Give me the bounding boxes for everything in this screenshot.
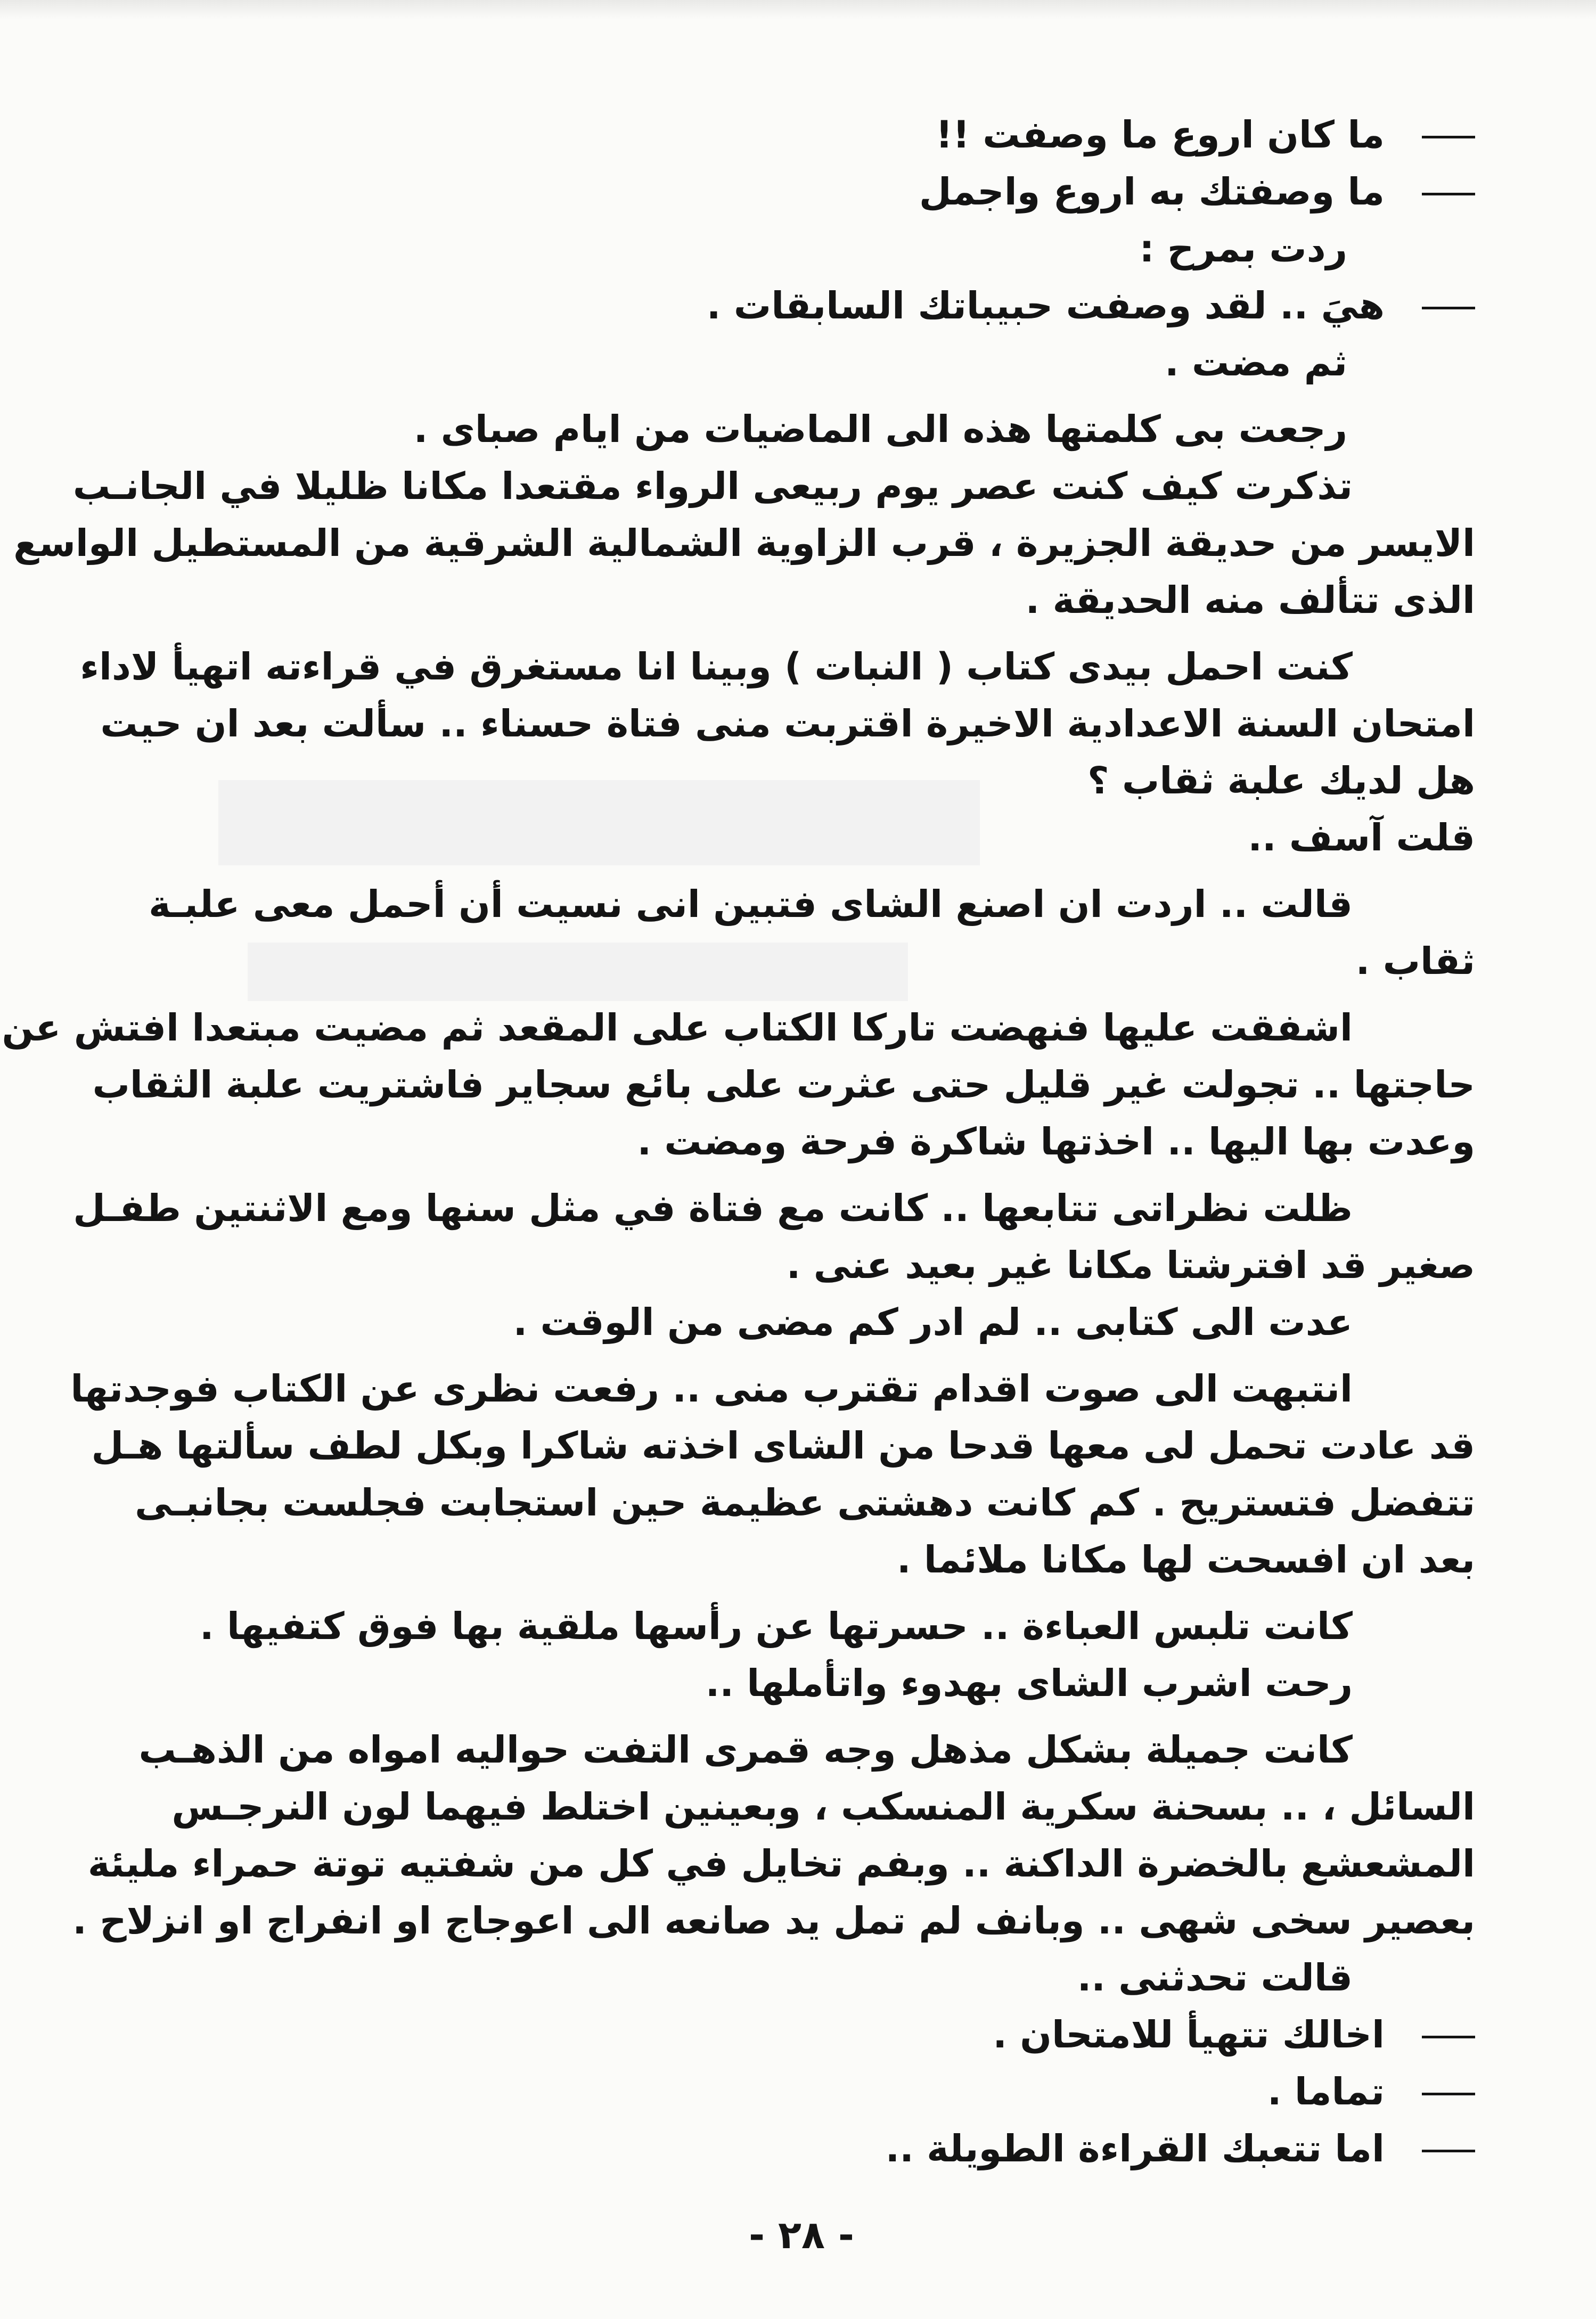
dialogue-dash bbox=[1422, 193, 1475, 195]
line-text: بعصير سخى شهى .. وبانف لم تمل يد صانعه الى اعوجاج او انفراج او انزلاح . bbox=[72, 1899, 1475, 1943]
line-text: رحت اشرب الشاى بهدوء واتأملها .. bbox=[705, 1661, 1353, 1705]
line-text: وعدت بها اليها .. اخذتها شاكرة فرحة ومضت . bbox=[637, 1120, 1475, 1163]
text-line bbox=[144, 277, 1475, 334]
text-line bbox=[144, 752, 1475, 809]
text-line bbox=[144, 933, 1475, 990]
text-line bbox=[144, 220, 1475, 277]
line-text: السائل ، .. بسحنة سكرية المنسكب ، وبعينين اختلط فيهما لون النرجـس bbox=[171, 1785, 1475, 1829]
text-line bbox=[73, 1180, 1475, 1237]
dialogue-dash bbox=[1422, 307, 1475, 309]
text-line bbox=[70, 1361, 1475, 1417]
line-text: عدت الى كتابى .. لم ادر كم مضى من الوقت . bbox=[513, 1300, 1353, 1344]
line-text: الايسر من حديقة الجزيرة ، قرب الزاوية الشمالية الشرقية من المستطيل الواسع bbox=[13, 521, 1475, 565]
page-top-edge bbox=[0, 0, 1596, 19]
text-line bbox=[144, 334, 1475, 391]
text-line bbox=[144, 1598, 1475, 1655]
text-line bbox=[72, 458, 1475, 515]
text-line bbox=[13, 515, 1475, 572]
line-text: صغير قد افترشتا مكانا غير بعيد عنى . bbox=[786, 1243, 1475, 1287]
page-text bbox=[2, 106, 1475, 2177]
text-line bbox=[144, 1113, 1475, 1170]
page-number: - ٢٨ - bbox=[749, 2213, 854, 2257]
text-line bbox=[138, 1722, 1475, 1779]
text-line bbox=[144, 1294, 1475, 1351]
dialogue-dash bbox=[1422, 136, 1475, 138]
line-text: قالت تحدثنى .. bbox=[1077, 1956, 1353, 2000]
text-line bbox=[87, 1835, 1475, 1892]
dialogue-dash bbox=[1422, 2036, 1475, 2038]
text-line bbox=[144, 106, 1475, 163]
text-line bbox=[135, 1474, 1475, 1531]
line-text: هل لديك علبة ثقاب ؟ bbox=[1087, 759, 1475, 802]
text-line bbox=[144, 163, 1475, 220]
line-text: اخالك تتهيأ للامتحان . bbox=[993, 2013, 1385, 2056]
line-text: ثم مضت . bbox=[1165, 341, 1347, 384]
line-text: امتحان السنة الاعدادية الاخيرة اقتربت منى فتاة حسناء .. سألت بعد ان حيت bbox=[100, 702, 1475, 745]
text-line bbox=[144, 2006, 1475, 2063]
line-text: قالت .. اردت ان اصنع الشاى فتبين انى نسيت أن أحمل معى علبـة bbox=[149, 882, 1353, 926]
line-text: قد عادت تحمل لى معها قدحا من الشاى اخذته شاكرا وبكل لطف سألتها هـل bbox=[91, 1424, 1475, 1468]
line-text: كانت جميلة بشكل مذهل وجه قمرى التفت حواليه امواه من الذهـب bbox=[138, 1728, 1353, 1772]
line-text: تذكرت كيف كنت عصر يوم ربيعى الرواء مقتعدا مكانا ظليلا في الجانـب bbox=[72, 464, 1353, 508]
text-line bbox=[2, 999, 1475, 1056]
text-line bbox=[144, 1531, 1475, 1588]
line-text: هيَ .. لقد وصفت حبيباتك السابقات . bbox=[706, 284, 1385, 327]
dialogue-dash bbox=[1422, 2150, 1475, 2152]
text-line bbox=[144, 1655, 1475, 1712]
line-text: ردت بمرح : bbox=[1139, 227, 1347, 271]
text-line bbox=[144, 876, 1475, 933]
text-line bbox=[144, 1237, 1475, 1294]
text-line bbox=[144, 572, 1475, 629]
line-text: كنت احمل بيدى كتاب ( النبات ) وبينا انا مستغرق في قراءته اتهيأ لاداء bbox=[80, 645, 1353, 689]
line-text: المشعشع بالخضرة الداكنة .. وبفم تخايل في كل من شفتيه توتة حمراء مليئة bbox=[87, 1842, 1475, 1886]
text-line bbox=[144, 2063, 1475, 2120]
line-text: كانت تلبس العباءة .. حسرتها عن رأسها ملقية بها فوق كتفيها . bbox=[200, 1604, 1353, 1648]
line-text: انتبهت الى صوت اقدام تقترب منى .. رفعت نظرى عن الكتاب فوجدتها bbox=[70, 1367, 1353, 1411]
text-line bbox=[92, 1056, 1475, 1113]
text-line bbox=[72, 1892, 1475, 1949]
line-text: بعد ان افسحت لها مكانا ملائما . bbox=[896, 1538, 1475, 1581]
line-text: ظلت نظراتى تتابعها .. كانت مع فتاة في مثل سنها ومع الاثنتين طفـل bbox=[73, 1186, 1353, 1230]
text-line bbox=[144, 401, 1475, 458]
text-line bbox=[144, 2120, 1475, 2177]
line-text: اما تتعبك القراءة الطويلة .. bbox=[885, 2127, 1385, 2170]
text-line bbox=[80, 638, 1475, 695]
text-line bbox=[144, 1779, 1475, 1835]
line-text: حاجتها .. تجولت غير قليل حتى عثرت على بائع سجاير فاشتريت علبة الثقاب bbox=[92, 1063, 1475, 1107]
line-text: ما كان اروع ما وصفت !! bbox=[936, 113, 1385, 157]
line-text: قلت آسف .. bbox=[1248, 816, 1475, 859]
line-text: ثقاب . bbox=[1355, 939, 1475, 983]
dialogue-dash bbox=[1422, 2093, 1475, 2095]
line-text: ما وصفتك به اروع واجمل bbox=[919, 170, 1385, 214]
text-line bbox=[91, 1417, 1475, 1474]
line-text: اشفقت عليها فنهضت تاركا الكتاب على المقعد ثم مضيت مبتعدا افتش عن bbox=[2, 1006, 1353, 1050]
text-line bbox=[144, 809, 1475, 866]
line-text: الذى تتألف منه الحديقة . bbox=[1025, 578, 1475, 622]
line-text: تتفضل فتستريح . كم كانت دهشتى عظيمة حين استجابت فجلست بجانبـى bbox=[135, 1481, 1475, 1525]
text-line bbox=[144, 1949, 1475, 2006]
line-text: تماما . bbox=[1267, 2070, 1385, 2113]
line-text: رجعت بى كلمتها هذه الى الماضيات من ايام صباى . bbox=[413, 407, 1347, 451]
text-line bbox=[100, 695, 1475, 752]
